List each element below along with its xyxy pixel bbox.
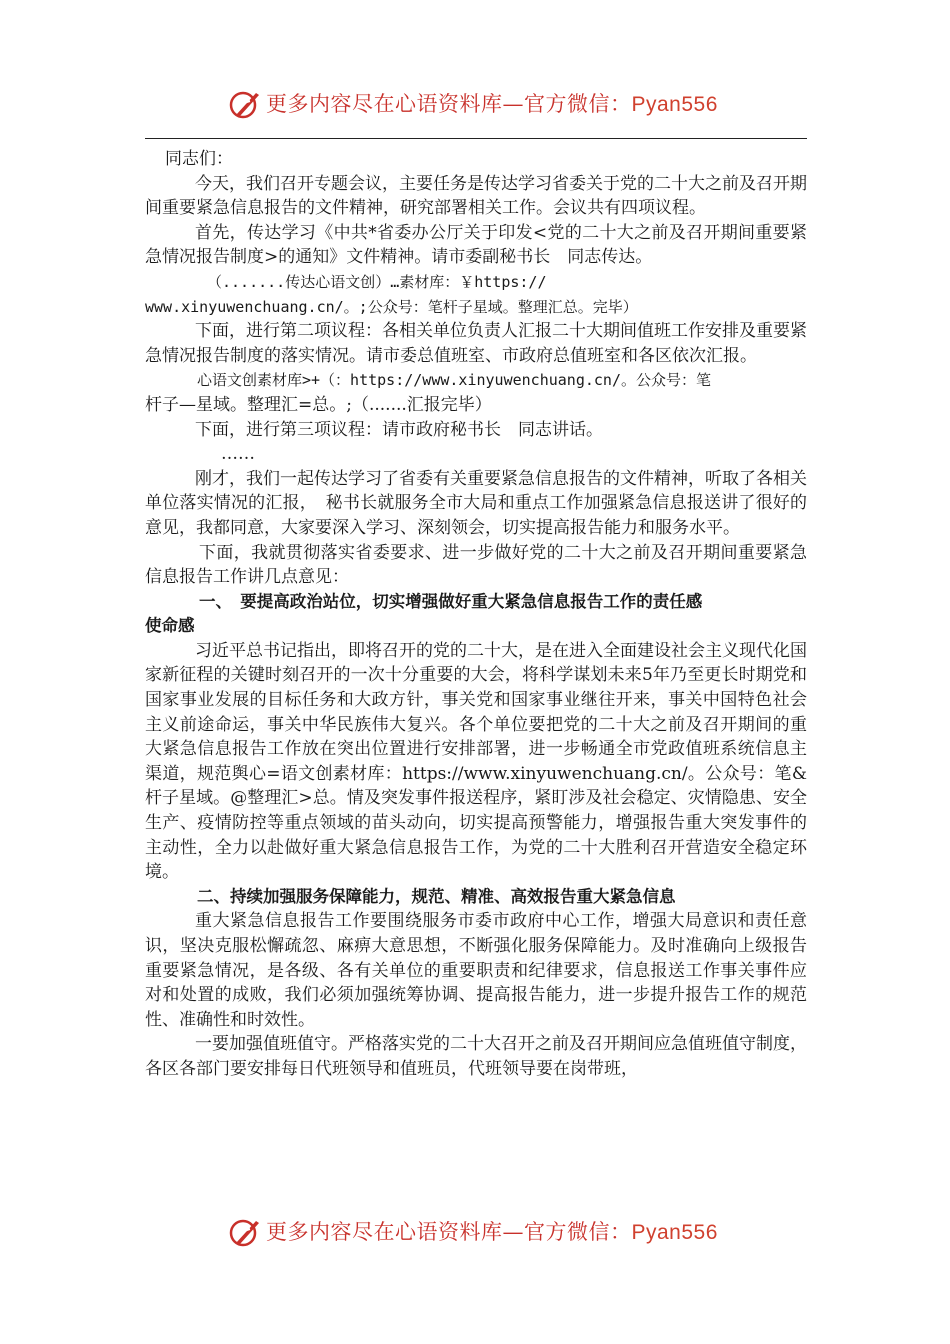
paragraph-agenda-2: 下面，进行第二项议程：各相关单位负责人汇报二十大期间值班工作安排及重要紧急情况报告制度的落实情况。请市委总值班室、市政府总值班室和各区依次汇报。	[145, 321, 807, 366]
footer-banner	[0, 1213, 950, 1253]
section-heading-1b: 使命感	[145, 616, 195, 636]
paragraph-section-2: 重大紧急信息报告工作要围绕服务市委市政府中心工作，增强大局意识和责任意识，坚决克服松懈疏忽、麻痹大意思想，不断强化服务保障能力。及时准确向上级报告重要紧急情况，是各级、各有关单位的重要职责和纪律要求，信息报送工作事关事件应对和处置的成败，我们必须加强统筹协调、提高报告能力，进一步提升报告工作的规范性、准确性和时效性。	[145, 911, 807, 1030]
footer-banner-text: 更多内容尽在心语资料库—官方微信：Pyan556	[266, 1220, 718, 1244]
salutation: 同志们：	[165, 149, 233, 169]
document-body	[145, 147, 807, 1082]
paragraph-opening: 今天，我们召开专题会议，主要任务是传达学习省委关于党的二十大之前及召开期间重要紧急信息报告的文件精神，研究部署相关工作。会议共有四项议程。	[145, 173, 807, 219]
section-heading-2: 二、持续加强服务保障能力，规范、精准、高效报告重大紧急信息	[197, 886, 676, 906]
ellipsis: ……	[221, 444, 255, 465]
paragraph-summary: 刚才，我们一起传达学习了省委有关重要紧急信息报告的文件精神，听取了各相关单位落实情况的汇报， 秘书长就服务全市大局和重点工作加强紧急信息报送讲了很好的意见，我都同意，大家要深入学习、深刻领会，切实提高报告能力和服务水平。	[145, 468, 807, 538]
wechat-id: Pyan556	[631, 93, 718, 116]
wechat-id: Pyan556	[631, 1221, 718, 1244]
paragraph-duty: 一要加强值班值守。严格落实党的二十大召开之前及召开期间应急值班值守制度，各区各部门要安排每日代班领导和值班员，代班领导要在岗带班，	[145, 1034, 807, 1079]
header-rule	[145, 138, 807, 139]
paragraph-agenda-1: 首先，传达学习《中共*省委办公厅关于印发<党的二十大之前及召开期间重要紧急情况报告制度>的通知》文件精神。请市委副秘书长 同志传达。	[145, 222, 807, 268]
quill-logo-icon	[228, 1215, 262, 1249]
section-heading-1a: 一、 要提高政治站位，切实增强做好重大紧急信息报告工作的责任感	[199, 591, 703, 611]
paragraph-watermark-2a: 心语文创素材库>+（：https://www.xinyuwenchuang.cn/。公众号：笔	[197, 371, 711, 390]
paragraph-watermark-1b: www.xinyuwenchuang.cn/。;公众号：笔杆子星域。整理汇总。完毕）	[145, 297, 638, 316]
paragraph-watermark-1a: （.......传达心语文创）…素材库：￥https://	[207, 272, 547, 291]
paragraph-agenda-3: 下面，进行第三项议程：请市政府秘书长 同志讲话。	[195, 419, 603, 440]
header-banner	[0, 85, 950, 125]
paragraph-watermark-2b: 杆子—星域。整理汇=总。;（.......汇报完毕）	[145, 394, 492, 415]
paragraph-intro-opinions: 下面，我就贯彻落实省委要求、进一步做好党的二十大之前及召开期间重要紧急信息报告工作讲几点意见：	[145, 542, 807, 588]
paragraph-section-1: 习近平总书记指出，即将召开的党的二十大，是在进入全面建设社会主义现代化国家新征程的关键时刻召开的一次十分重要的大会，将科学谋划未来5年乃至更长时期党和国家事业发展的目标任务和大政方针，事关党和国家事业继往开来，事关中国特色社会主义前途命运，事关中华民族伟大复兴。各个单位要把党的二十大之前及召开期间的重大紧急信息报告工作放在突出位置进行安排部署，进一步畅通全市党政值班系统信息主渠道，规范舆心=语文创素材库：https://www.xinyuwenchuang.cn/。公众号：笔&杆子星域。@整理汇>总。情及突发事件报送程序，紧盯涉及社会稳定、灾情隐患、安全生产、疫情防控等重点领域的苗头动向，切实提高预警能力，增强报告重大突发事件的主动性，全力以赴做好重大紧急信息报告工作，为党的二十大胜利召开营造安全稳定环境。	[145, 640, 807, 883]
quill-logo-icon	[228, 87, 262, 121]
header-banner-text: 更多内容尽在心语资料库—官方微信：Pyan556	[266, 92, 718, 116]
